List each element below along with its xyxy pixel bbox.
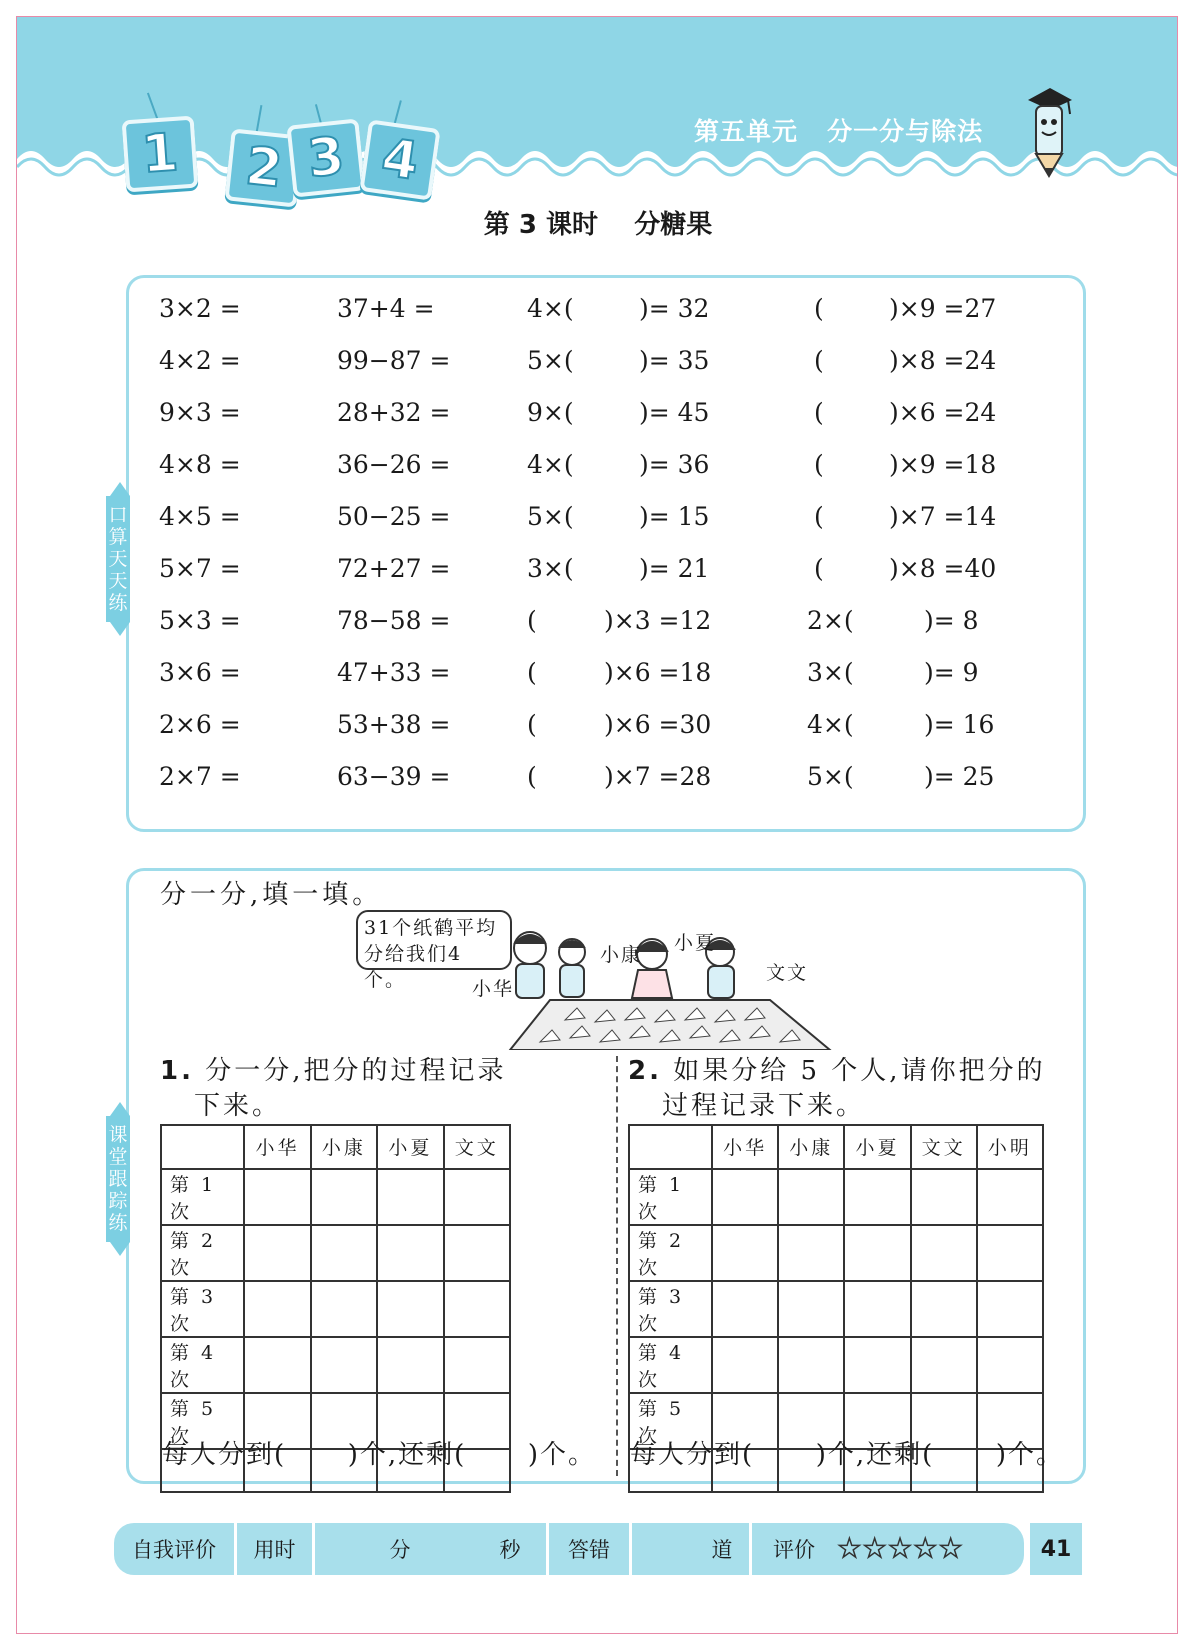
answer-cell[interactable]	[712, 1225, 778, 1281]
answer-cell[interactable]	[977, 1169, 1043, 1225]
oral-problem: 2×6 =	[159, 710, 241, 739]
time-seconds-input[interactable]	[415, 1523, 495, 1575]
instruction-text: 分一分,填一填。	[160, 880, 383, 910]
answer-cell[interactable]	[311, 1225, 377, 1281]
bubble-line-1: 31个纸鹤平均	[364, 917, 498, 939]
answer-cell[interactable]	[444, 1225, 510, 1281]
answer-cell[interactable]	[778, 1225, 844, 1281]
oral-blank-left: 4×(	[527, 294, 574, 323]
oral-blank-right: )×6 =30	[604, 710, 712, 739]
bubble-line-2: 分给我们4个。	[364, 943, 463, 991]
answer-cell[interactable]	[311, 1337, 377, 1393]
oral-blank-left: 9×(	[527, 398, 574, 427]
row-label-cell: 第 5 次	[629, 1393, 712, 1449]
answer-cell[interactable]	[977, 1337, 1043, 1393]
table-header-cell: 小夏	[377, 1125, 443, 1169]
oral-problem: 5×3 =	[159, 606, 241, 635]
answer-cell[interactable]	[444, 1281, 510, 1337]
oral-blank-right: )×7 =14	[889, 502, 997, 531]
pencil-mascot-icon	[1020, 78, 1080, 178]
kid-label-wenwen: 文文	[766, 962, 809, 984]
table-row	[161, 1281, 510, 1337]
oral-problem: 5×7 =	[159, 554, 241, 583]
answer-cell[interactable]	[977, 1225, 1043, 1281]
oral-arithmetic-box	[126, 275, 1086, 832]
answer-cell[interactable]	[778, 1337, 844, 1393]
oral-blank-right: )×8 =40	[889, 554, 997, 583]
time-used-label: 用时	[253, 1538, 296, 1562]
row-label-cell: 第 3 次	[161, 1281, 244, 1337]
oral-problem: 37+4 =	[337, 294, 435, 323]
kid-label-xiaokang: 小康	[600, 944, 643, 966]
answer-cell[interactable]	[778, 1169, 844, 1225]
oral-blank-right: )×8 =24	[889, 346, 997, 375]
answer-cell[interactable]	[844, 1337, 910, 1393]
row-label-cell: 第 4 次	[629, 1337, 712, 1393]
question-1-line-2: 下来。	[194, 1091, 282, 1121]
self-evaluation-bar	[114, 1523, 1024, 1575]
oral-blank-right: )×9 =27	[889, 294, 997, 323]
self-eval-label: 自我评价	[132, 1538, 216, 1562]
wrong-count-input[interactable]	[632, 1523, 702, 1575]
oral-blank-left: 5×(	[527, 502, 574, 531]
unit-title: 第五单元 分一分与除法	[694, 117, 984, 146]
answer-cell[interactable]	[444, 1169, 510, 1225]
answer-cell[interactable]	[911, 1225, 977, 1281]
answer-cell[interactable]	[244, 1169, 310, 1225]
oral-blank-left: 4×(	[807, 710, 854, 739]
oral-blank-left: (	[527, 762, 537, 791]
table-header-row	[629, 1125, 1043, 1169]
wrong-count-label: 答错	[568, 1538, 610, 1562]
answer-cell[interactable]	[377, 1225, 443, 1281]
row-label-cell: 第 3 次	[629, 1281, 712, 1337]
number-tag-2: 2	[224, 128, 303, 207]
answer-cell[interactable]	[244, 1281, 310, 1337]
answer-line-1: 每人分到( )个,还剩( )个。	[162, 1440, 597, 1470]
table-row	[161, 1169, 510, 1225]
answer-cell[interactable]	[377, 1281, 443, 1337]
oral-practice-tab: 口算天天练	[106, 496, 130, 622]
second-unit: 秒	[499, 1538, 521, 1562]
star-icon[interactable]: ★	[837, 1534, 862, 1564]
oral-problem: 28+32 =	[337, 398, 451, 427]
table-row	[629, 1337, 1043, 1393]
table-corner-cell	[161, 1125, 244, 1169]
table-header-cell: 小夏	[844, 1125, 910, 1169]
oral-blank-left: (	[814, 346, 824, 375]
oral-blank-left: (	[814, 398, 824, 427]
oral-blank-right: )×9 =18	[889, 450, 997, 479]
dashed-divider	[616, 1056, 618, 1476]
kid-label-xiaohua: 小华	[472, 978, 515, 1000]
answer-cell[interactable]	[911, 1281, 977, 1337]
oral-blank-left: (	[527, 658, 537, 687]
oral-problem: 47+33 =	[337, 658, 451, 687]
table-row	[629, 1225, 1043, 1281]
table-row	[161, 1225, 510, 1281]
number-tag-4: 4	[359, 119, 440, 200]
star-icon[interactable]: ★	[913, 1534, 937, 1564]
oral-blank-left: (	[814, 294, 824, 323]
minute-unit: 分	[389, 1538, 411, 1562]
oral-blank-right: )×6 =24	[889, 398, 997, 427]
oral-problem: 4×5 =	[159, 502, 241, 531]
table-header-cell: 小康	[311, 1125, 377, 1169]
table-header-cell: 文文	[444, 1125, 510, 1169]
question-unit: 道	[711, 1538, 733, 1562]
oral-blank-right: )= 35	[639, 346, 710, 375]
answer-cell[interactable]	[712, 1337, 778, 1393]
answer-cell[interactable]	[377, 1337, 443, 1393]
lesson-title: 第 3 课时 分糖果	[483, 210, 713, 240]
question-2-line-1: 如果分给 5 个人,请你把分的	[673, 1056, 1046, 1086]
oral-blank-right: )= 45	[639, 398, 710, 427]
oral-problem: 53+38 =	[337, 710, 451, 739]
answer-cell[interactable]	[844, 1281, 910, 1337]
oral-blank-right: )= 16	[924, 710, 995, 739]
answer-cell[interactable]	[712, 1281, 778, 1337]
row-label-cell: 第 2 次	[629, 1225, 712, 1281]
footer-separator	[749, 1523, 752, 1575]
oral-problem: 3×6 =	[159, 658, 241, 687]
oral-blank-left: (	[527, 606, 537, 635]
oral-blank-left: (	[814, 450, 824, 479]
question-1	[160, 1054, 507, 1124]
question-2-number: 2.	[628, 1056, 662, 1086]
row-label-cell: 第 1 次	[629, 1169, 712, 1225]
answer-cell[interactable]	[244, 1225, 310, 1281]
answer-cell[interactable]	[311, 1281, 377, 1337]
rating-stars[interactable]	[826, 1523, 976, 1575]
oral-blank-left: 3×(	[527, 554, 574, 583]
oral-problem: 2×7 =	[159, 762, 241, 791]
answer-cell[interactable]	[444, 1337, 510, 1393]
table-row	[161, 1337, 510, 1393]
oral-problem: 99−87 =	[337, 346, 451, 375]
answer-cell[interactable]	[712, 1169, 778, 1225]
question-1-line-1: 分一分,把分的过程记录	[205, 1056, 507, 1086]
number-tag-1: 1	[122, 116, 199, 193]
number-tag-3: 3	[286, 118, 365, 197]
oral-blank-left: 5×(	[807, 762, 854, 791]
star-icon[interactable]: ★	[938, 1534, 963, 1564]
answer-cell[interactable]	[311, 1169, 377, 1225]
oral-blank-right: )×3 =12	[604, 606, 712, 635]
question-2	[628, 1054, 1046, 1124]
oral-blank-left: 2×(	[807, 606, 854, 635]
oral-blank-left: (	[814, 502, 824, 531]
oral-blank-left: 3×(	[807, 658, 854, 687]
oral-arithmetic-grid	[129, 278, 1089, 835]
table-header-row	[161, 1125, 510, 1169]
row-label-cell: 第 4 次	[161, 1337, 244, 1393]
class-practice-tab: 课堂跟踪练	[106, 1116, 130, 1242]
question-2-line-2: 过程记录下来。	[662, 1091, 866, 1121]
oral-problem: 4×2 =	[159, 346, 241, 375]
row-label-cell: 第 5 次	[161, 1393, 244, 1449]
oral-blank-right: )×7 =28	[604, 762, 712, 791]
oral-problem: 9×3 =	[159, 398, 241, 427]
page-number: 41	[1030, 1523, 1082, 1575]
oral-blank-left: 5×(	[527, 346, 574, 375]
oral-blank-left: 4×(	[527, 450, 574, 479]
star-icon[interactable]: ★	[888, 1534, 912, 1564]
question-1-number: 1.	[160, 1056, 194, 1086]
row-label-cell: 第 2 次	[161, 1225, 244, 1281]
answer-cell[interactable]	[377, 1169, 443, 1225]
table-header-cell: 小华	[244, 1125, 310, 1169]
table-header-cell: 小明	[977, 1125, 1043, 1169]
oral-blank-right: )= 8	[924, 606, 979, 635]
oral-blank-right: )= 32	[639, 294, 710, 323]
oral-blank-right: )= 25	[924, 762, 995, 791]
table-header-cell: 小华	[712, 1125, 778, 1169]
rating-label: 评价	[773, 1538, 815, 1562]
table-row	[629, 1169, 1043, 1225]
kid-label-xiaoxia: 小夏	[674, 932, 717, 954]
oral-blank-left: (	[527, 710, 537, 739]
table-header-cell: 文文	[911, 1125, 977, 1169]
oral-blank-right: )×6 =18	[604, 658, 712, 687]
table-corner-cell	[629, 1125, 712, 1169]
answer-cell[interactable]	[244, 1337, 310, 1393]
star-icon[interactable]: ★	[863, 1534, 887, 1564]
answer-cell[interactable]	[778, 1281, 844, 1337]
oral-blank-right: )= 36	[639, 450, 710, 479]
oral-problem: 78−58 =	[337, 606, 451, 635]
oral-problem: 4×8 =	[159, 450, 241, 479]
paper-cranes-illustration	[470, 930, 850, 1050]
oral-blank-right: )= 15	[639, 502, 710, 531]
answer-cell[interactable]	[911, 1169, 977, 1225]
answer-cell[interactable]	[844, 1169, 910, 1225]
oral-blank-right: )= 21	[639, 554, 710, 583]
row-label-cell: 第 1 次	[161, 1169, 244, 1225]
oral-problem: 3×2 =	[159, 294, 241, 323]
oral-problem: 36−26 =	[337, 450, 451, 479]
table-row	[629, 1281, 1043, 1337]
oral-problem: 72+27 =	[337, 554, 451, 583]
oral-problem: 63−39 =	[337, 762, 451, 791]
answer-line-2: 每人分到( )个,还剩( )个。	[630, 1440, 1065, 1470]
table-header-cell: 小康	[778, 1125, 844, 1169]
answer-cell[interactable]	[911, 1337, 977, 1393]
answer-cell[interactable]	[977, 1281, 1043, 1337]
oral-blank-right: )= 9	[924, 658, 979, 687]
oral-blank-left: (	[814, 554, 824, 583]
oral-problem: 50−25 =	[337, 502, 451, 531]
time-minutes-input[interactable]	[315, 1523, 385, 1575]
answer-cell[interactable]	[844, 1225, 910, 1281]
